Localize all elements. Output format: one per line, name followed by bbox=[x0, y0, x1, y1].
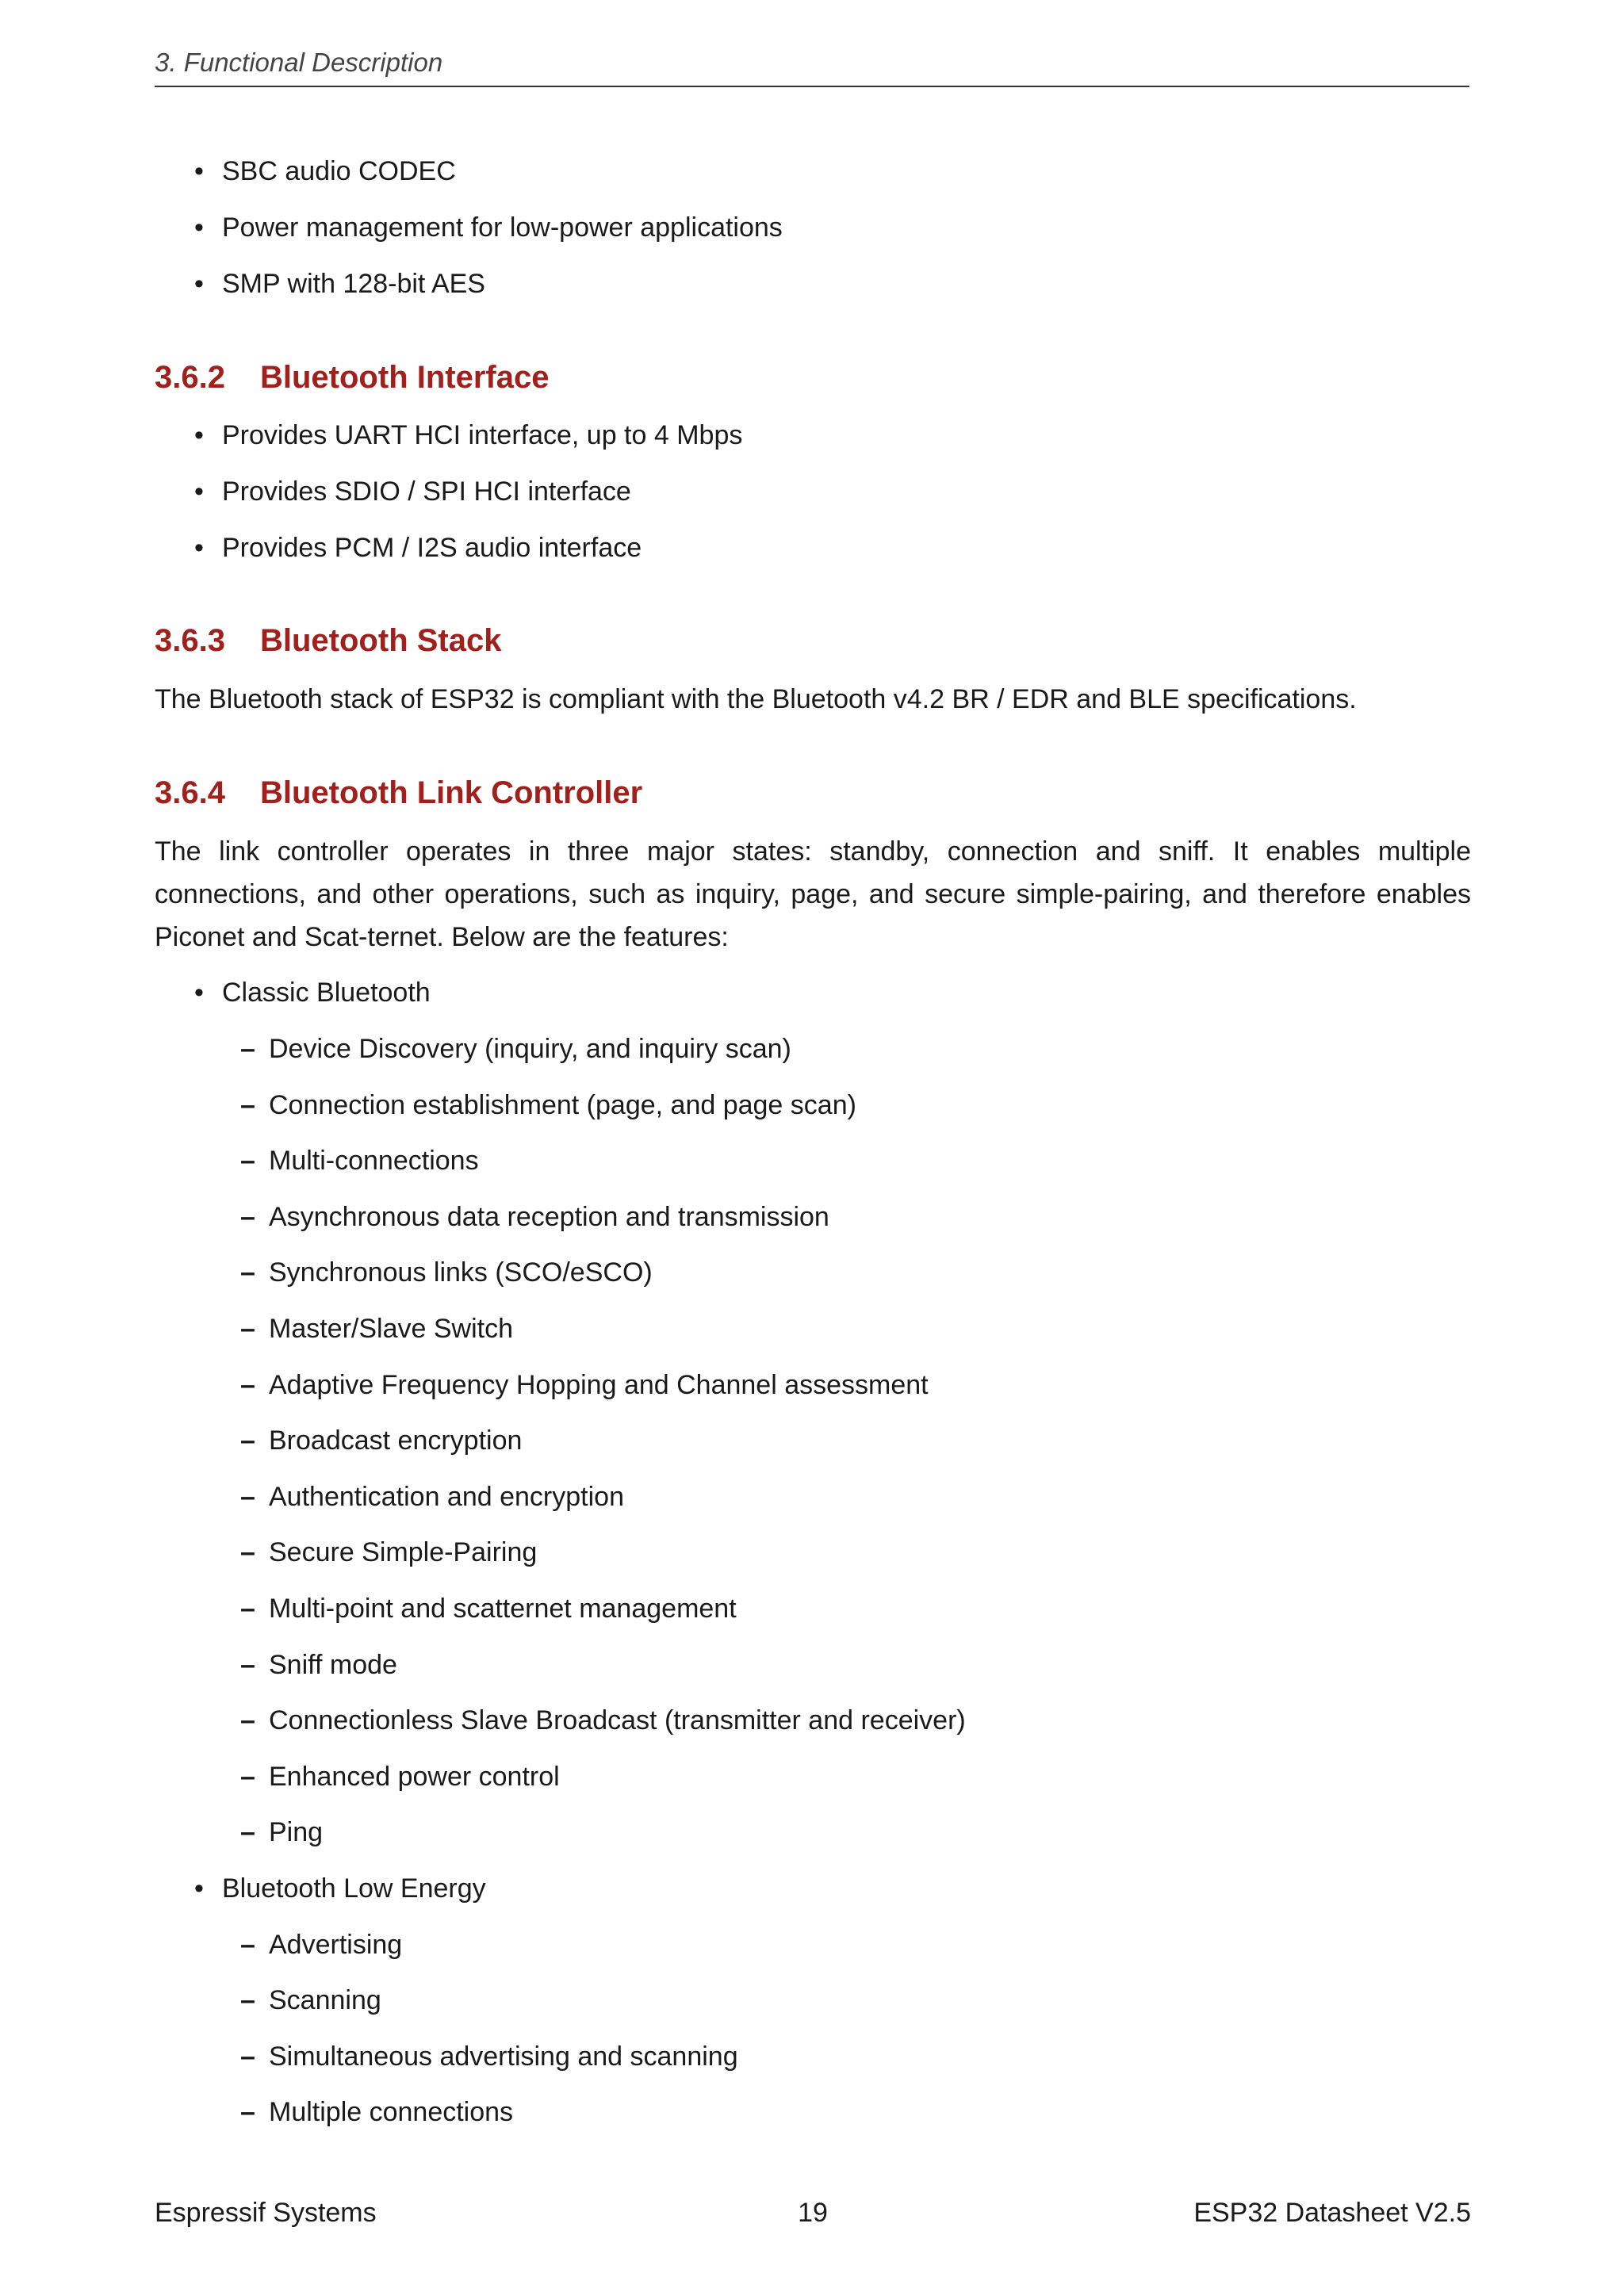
dash-icon: – bbox=[240, 1425, 255, 1456]
section-heading-3-6-2 bbox=[155, 358, 549, 396]
dash-icon: – bbox=[240, 1481, 255, 1512]
feature-list bbox=[155, 977, 1471, 2128]
link-controller-paragraph: The link controller operates in three major states: standby, connection and sniff. It enables multiple connections, and other operations, such as inquiry, page, and secure simple-pairing, and therefore enables Piconet and Scat-ternet. Below are the features: bbox=[155, 836, 1471, 952]
sub-list-item: – Connectionless Slave Broadcast (transmitter and receiver) bbox=[240, 1705, 966, 1736]
sub-list-item: – Scanning bbox=[240, 1985, 381, 2016]
sub-list-item: – Asynchronous data reception and transmission bbox=[240, 1201, 829, 1232]
list-item-classic: • Classic Bluetooth bbox=[194, 978, 431, 1008]
list-item: • SBC audio CODEC bbox=[194, 156, 456, 186]
sub-list-item: – Device Discovery (inquiry, and inquiry scan) bbox=[240, 1034, 791, 1064]
footer-doc-title: ESP32 Datasheet V2.5 bbox=[1193, 2198, 1471, 2228]
sub-list-item: – Multi-point and scatternet management bbox=[240, 1593, 737, 1624]
list-item: • SMP with 128-bit AES bbox=[194, 269, 485, 299]
stack-paragraph: The Bluetooth stack of ESP32 is compliant with the Bluetooth v4.2 BR / EDR and BLE specifications. bbox=[155, 684, 1357, 714]
bullet-icon: • bbox=[194, 1873, 204, 1904]
sub-list-item: – Advertising bbox=[240, 1929, 403, 1960]
sub-list-item: – Secure Simple-Pairing bbox=[240, 1537, 538, 1568]
dash-icon: – bbox=[240, 1313, 255, 1344]
section-title: Bluetooth Interface bbox=[260, 360, 550, 395]
dash-icon: – bbox=[240, 1985, 255, 2016]
dash-icon: – bbox=[240, 1649, 255, 1680]
section-heading-3-6-3 bbox=[155, 622, 501, 660]
bullet-icon: • bbox=[194, 978, 204, 1008]
sub-list-item: – Ping bbox=[240, 1817, 324, 1848]
top-bullet-list bbox=[155, 155, 1471, 300]
bullet-icon: • bbox=[194, 533, 204, 563]
dash-icon: – bbox=[240, 1593, 255, 1624]
list-item: • Provides SDIO / SPI HCI interface bbox=[194, 476, 631, 507]
sub-list-item: – Master/Slave Switch bbox=[240, 1313, 513, 1344]
sub-list-item: – Multi-connections bbox=[240, 1146, 479, 1177]
dash-icon: – bbox=[240, 1089, 255, 1120]
footer-company: Espressif Systems bbox=[155, 2198, 377, 2228]
section-number: 3.6.3 bbox=[155, 623, 225, 658]
list-item: • Power management for low-power applications bbox=[194, 212, 783, 243]
sub-list-item: – Authentication and encryption bbox=[240, 1481, 624, 1512]
page-number: 19 bbox=[798, 2198, 828, 2228]
dash-icon: – bbox=[240, 1369, 255, 1400]
section-number: 3.6.2 bbox=[155, 360, 225, 395]
sub-list-item: – Multiple connections bbox=[240, 2097, 514, 2128]
section-number: 3.6.4 bbox=[155, 775, 225, 810]
sub-list-item: – Adaptive Frequency Hopping and Channel assessment bbox=[240, 1369, 929, 1400]
page-footer bbox=[155, 2198, 1471, 2229]
bullet-icon: • bbox=[194, 476, 204, 507]
running-header: 3. Functional Description bbox=[155, 48, 1469, 87]
dash-icon: – bbox=[240, 1705, 255, 1736]
dash-icon: – bbox=[240, 1034, 255, 1064]
section-title: Bluetooth Stack bbox=[260, 623, 502, 658]
section-title: Bluetooth Link Controller bbox=[260, 775, 643, 810]
list-item-ble: • Bluetooth Low Energy bbox=[194, 1873, 486, 1904]
bullet-icon: • bbox=[194, 156, 204, 186]
dash-icon: – bbox=[240, 1761, 255, 1792]
interface-list bbox=[155, 419, 1471, 564]
sub-list-item: – Enhanced power control bbox=[240, 1761, 560, 1792]
sub-list-item: – Broadcast encryption bbox=[240, 1425, 523, 1456]
sub-list-item: – Connection establishment (page, and page scan) bbox=[240, 1089, 856, 1120]
dash-icon: – bbox=[240, 2097, 255, 2128]
dash-icon: – bbox=[240, 1257, 255, 1288]
sub-list-item: – Sniff mode bbox=[240, 1649, 397, 1680]
dash-icon: – bbox=[240, 1146, 255, 1177]
bullet-icon: • bbox=[194, 212, 204, 243]
dash-icon: – bbox=[240, 1201, 255, 1232]
sub-list-item: – Synchronous links (SCO/eSCO) bbox=[240, 1257, 653, 1288]
list-item: • Provides PCM / I2S audio interface bbox=[194, 533, 642, 563]
dash-icon: – bbox=[240, 1537, 255, 1568]
bullet-icon: • bbox=[194, 420, 204, 450]
bullet-icon: • bbox=[194, 269, 204, 299]
section-heading-3-6-4 bbox=[155, 774, 642, 812]
dash-icon: – bbox=[240, 2041, 255, 2072]
list-item: • Provides UART HCI interface, up to 4 Mbps bbox=[194, 420, 743, 450]
sub-list-item: – Simultaneous advertising and scanning bbox=[240, 2041, 738, 2072]
dash-icon: – bbox=[240, 1817, 255, 1848]
dash-icon: – bbox=[240, 1929, 255, 1960]
